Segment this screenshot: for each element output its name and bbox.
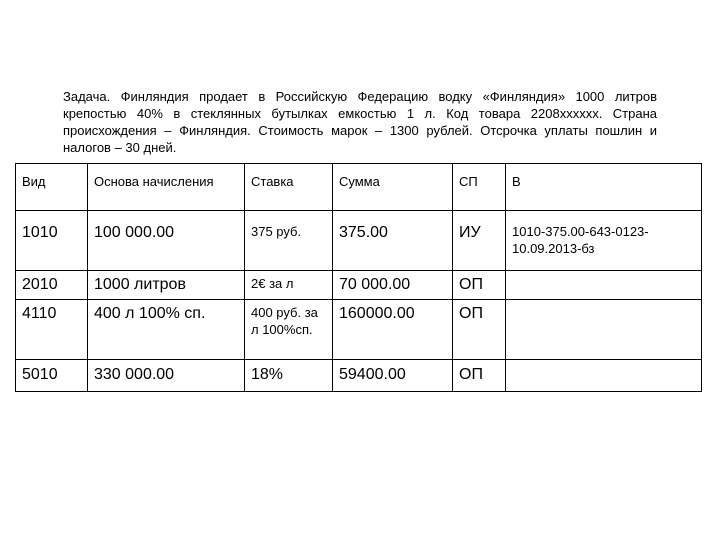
task-description: Задача. Финляндия продает в Российскую Федерацию водку «Финляндия» 1000 литров крепостью 40% в стеклянных бутылках емкостью 1 л. Код товара 2208хххххх. Страна происхождения – Финляндия. Стоимость марок – 1300 рублей. Отсрочка уплаты пошлин и налогов – 30 дней. [63, 89, 657, 155]
cell-v [506, 300, 702, 360]
table-row [16, 211, 702, 271]
cell-sum: 375.00 [333, 211, 453, 271]
cell-rate: 2€ за л [245, 271, 333, 300]
cell-vid: 1010 [16, 211, 88, 271]
cell-v: 1010-375.00-643-0123-10.09.2013-бз [506, 211, 702, 271]
cell-basis: 400 л 100% сп. [88, 300, 245, 360]
cell-v [506, 271, 702, 300]
cell-sum: 160000.00 [333, 300, 453, 360]
cell-sum: 70 000.00 [333, 271, 453, 300]
cell-vid: 2010 [16, 271, 88, 300]
header-cell-sum: Сумма [333, 164, 453, 211]
cell-v [506, 360, 702, 392]
cell-sum: 59400.00 [333, 360, 453, 392]
header-cell-vid: Вид [16, 164, 88, 211]
cell-basis: 330 000.00 [88, 360, 245, 392]
cell-sp: ОП [453, 271, 506, 300]
cell-rate: 400 руб. за л 100%сп. [245, 300, 333, 360]
cell-sp: ИУ [453, 211, 506, 271]
cell-rate: 375 руб. [245, 211, 333, 271]
table-header-row [16, 164, 702, 211]
cell-sp: ОП [453, 360, 506, 392]
table-row [16, 271, 702, 300]
header-cell-basis: Основа начисления [88, 164, 245, 211]
header-cell-v: В [506, 164, 702, 211]
cell-vid: 5010 [16, 360, 88, 392]
header-cell-sp: СП [453, 164, 506, 211]
cell-basis: 1000 литров [88, 271, 245, 300]
customs-payments-table [15, 163, 702, 392]
table-row [16, 360, 702, 392]
cell-sp: ОП [453, 300, 506, 360]
header-cell-rate: Ставка [245, 164, 333, 211]
cell-rate: 18% [245, 360, 333, 392]
cell-basis: 100 000.00 [88, 211, 245, 271]
table-row [16, 300, 702, 360]
cell-vid: 4110 [16, 300, 88, 360]
